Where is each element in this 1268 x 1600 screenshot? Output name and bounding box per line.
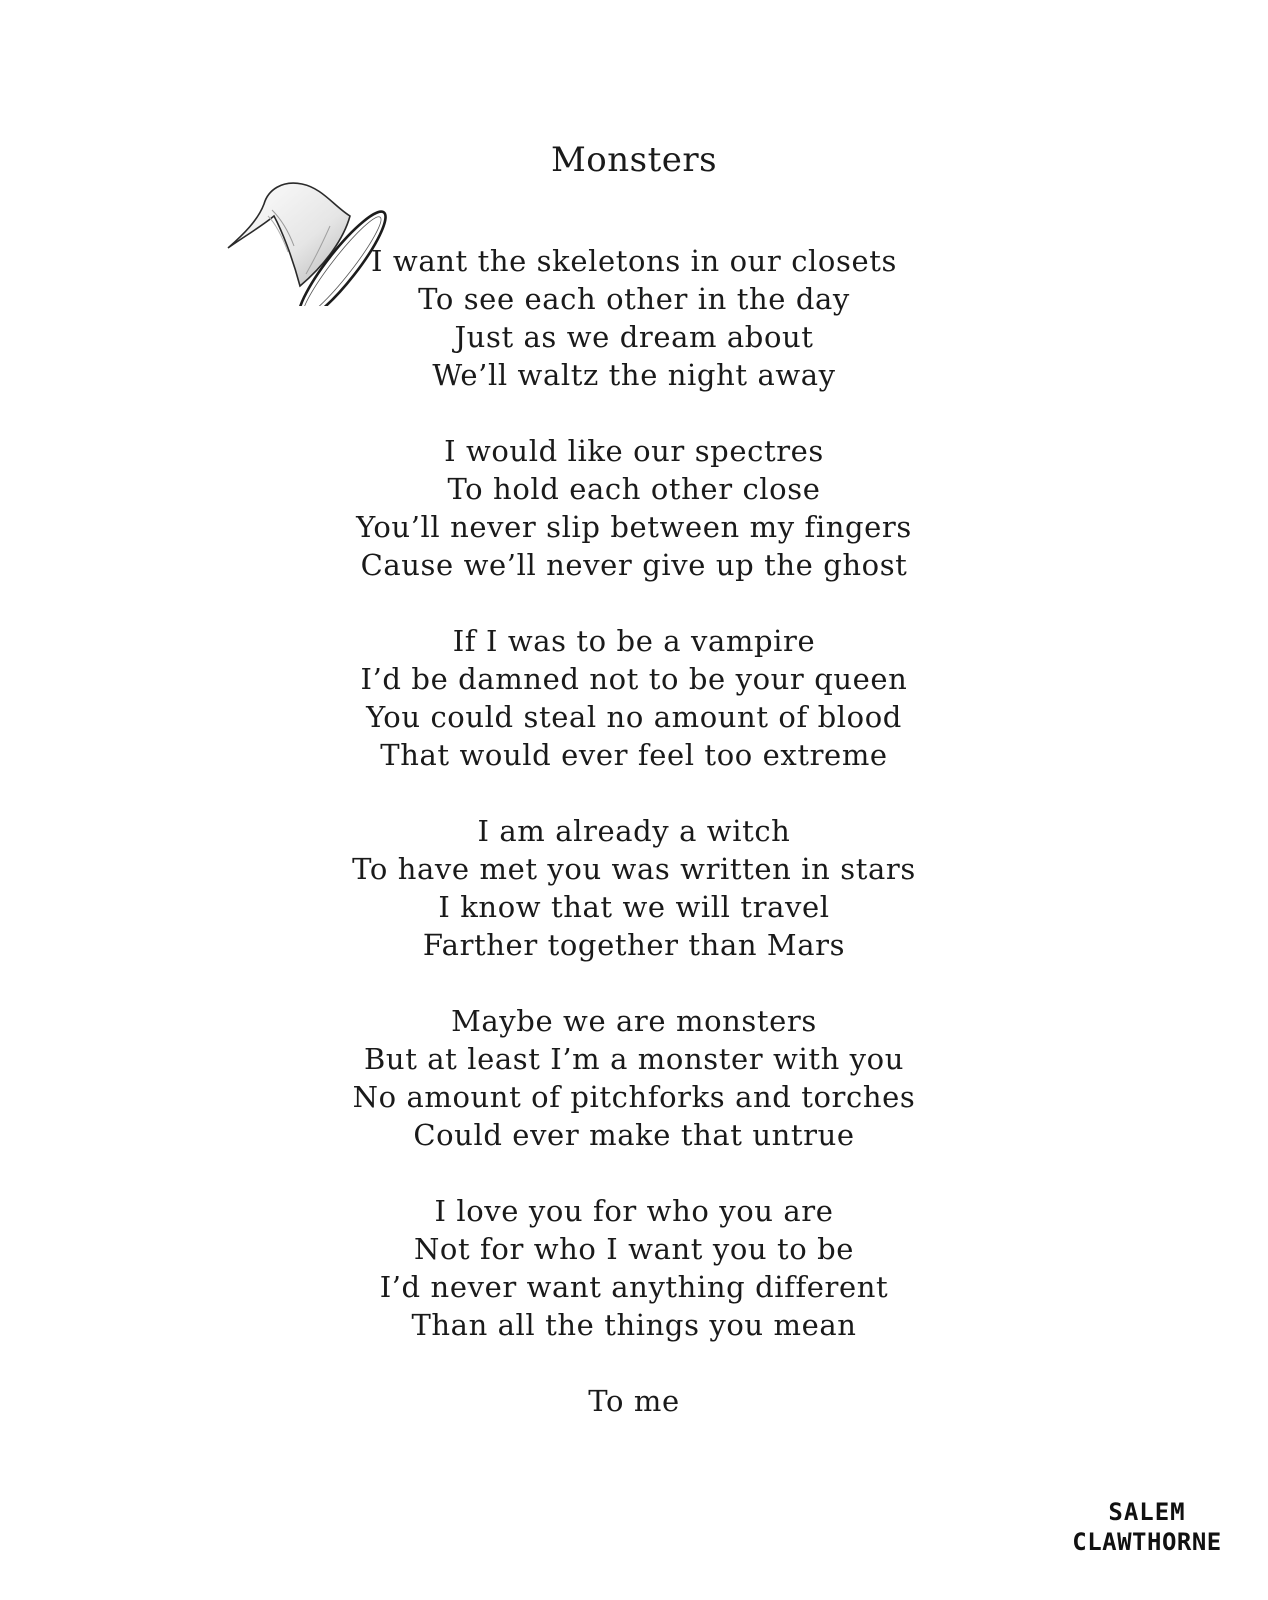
poem-line: I want the skeletons in our closets — [371, 244, 897, 278]
stanza — [0, 622, 1268, 774]
poem-line: We’ll waltz the night away — [432, 358, 836, 392]
poem-line: You could steal no amount of blood — [366, 700, 902, 734]
stanza — [0, 812, 1268, 964]
signature-line-1: SALEM — [1108, 1498, 1186, 1526]
stanza — [0, 1192, 1268, 1344]
poem-line: I love you for who you are — [434, 1194, 834, 1228]
stanza — [0, 432, 1268, 584]
poem-line: But at least I’m a monster with you — [364, 1042, 904, 1076]
poem-title: Monsters — [550, 140, 718, 180]
poem-line: To hold each other close — [447, 472, 821, 506]
poem-line: That would ever feel too extreme — [380, 738, 888, 772]
signature-line-2: CLAWTHORNE — [1072, 1528, 1222, 1556]
poem-line: I’d never want anything different — [379, 1270, 889, 1304]
poem-line: I’d be damned not to be your queen — [360, 662, 908, 696]
poem-line: Maybe we are monsters — [451, 1004, 817, 1038]
stanza — [0, 1002, 1268, 1154]
poem-line: I know that we will travel — [438, 890, 830, 924]
poem-line: To me — [588, 1384, 680, 1418]
signature-logo — [1052, 1490, 1242, 1560]
stanza-final — [0, 1382, 1268, 1420]
poem-line: You’ll never slip between my fingers — [356, 510, 912, 544]
poem-line: To have met you was written in stars — [352, 852, 916, 886]
poem-line: Than all the things you mean — [411, 1308, 857, 1342]
poem-body — [0, 242, 1268, 1458]
stanza — [0, 242, 1268, 394]
poem-line: If I was to be a vampire — [452, 624, 816, 658]
poem-line: Could ever make that untrue — [413, 1118, 855, 1152]
poem-line: Not for who I want you to be — [413, 1232, 855, 1266]
poem-line: No amount of pitchforks and torches — [352, 1080, 916, 1114]
poem-line: Cause we’ll never give up the ghost — [360, 548, 908, 582]
poem-line: Farther together than Mars — [422, 928, 846, 962]
poem-line: I am already a witch — [477, 814, 791, 848]
poem-line: I would like our spectres — [444, 434, 824, 468]
poem-line: To see each other in the day — [418, 282, 850, 316]
poem-line: Just as we dream about — [454, 320, 814, 354]
